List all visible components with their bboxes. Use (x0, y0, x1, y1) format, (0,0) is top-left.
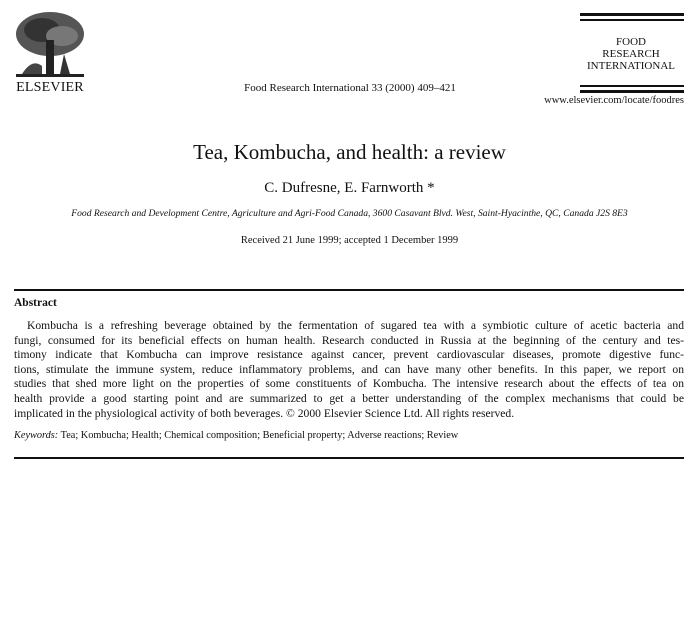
abstract-line: health provide a good starting point and are summarized to get a better understanding of the complex mechanisms that could be (14, 391, 684, 405)
received-dates: Received 21 June 1999; accepted 1 December 1999 (240, 235, 459, 246)
keywords-label: Keywords: (14, 430, 59, 441)
article-title: Tea, Kombucha, and health: a review (193, 140, 506, 164)
journal-name-line: INTERNATIONAL (587, 60, 675, 72)
abstract-line: implicated in the physiological activity of both beverages. © 2000 Elsevier Science Ltd. All rights reserved. (14, 406, 515, 420)
divider (580, 90, 684, 93)
article-authors: C. Dufresne, E. Farnworth * (264, 180, 435, 196)
divider (14, 289, 684, 291)
journal-name-line: RESEARCH (602, 48, 660, 60)
keywords-list: Tea; Kombucha; Health; Chemical composition; Beneficial property; Adverse reactions; Review (60, 430, 459, 441)
publisher-name: ELSEVIER (16, 80, 84, 95)
elsevier-tree-logo-icon (12, 10, 88, 80)
journal-name-line: FOOD (616, 36, 646, 48)
divider (14, 457, 684, 459)
journal-citation: Food Research International 33 (2000) 409–421 (244, 82, 456, 94)
abstract-line: Kombucha is a refreshing beverage obtained by the fermentation of sugared tea with a symbiotic culture of acetic bacteria and (27, 319, 684, 332)
journal-url[interactable]: www.elsevier.com/locate/foodres (544, 95, 684, 106)
affiliation: Food Research and Development Centre, Agriculture and Agri-Food Canada, 3600 Casavant Blvd. West, Saint-Hyacinthe, QC, Canada J2S 8E3 (71, 208, 628, 219)
divider (580, 13, 684, 16)
abstract-body (14, 319, 684, 421)
journal-name (575, 36, 687, 72)
abstract-line: tions, stimulate the immune system, reduce inflammatory problems, and can have many other benefits. In this paper, we report on (14, 362, 684, 376)
keywords (14, 430, 458, 441)
abstract-line: fungi, consumed for its beneficial effects on human health. Research conducted in Russia at the beginning of the century and tes- (14, 333, 684, 347)
divider (580, 19, 684, 21)
abstract-line: timony indicate that Kombucha can improve resistance against cancer, prevent cardiovascular diseases, promote digestive func- (14, 348, 684, 362)
divider (580, 85, 684, 87)
abstract-heading: Abstract (14, 297, 57, 309)
abstract-line: studies that shed more light on the properties of some constituents of Kombucha. The intensive research about the effects of tea on (14, 377, 684, 391)
